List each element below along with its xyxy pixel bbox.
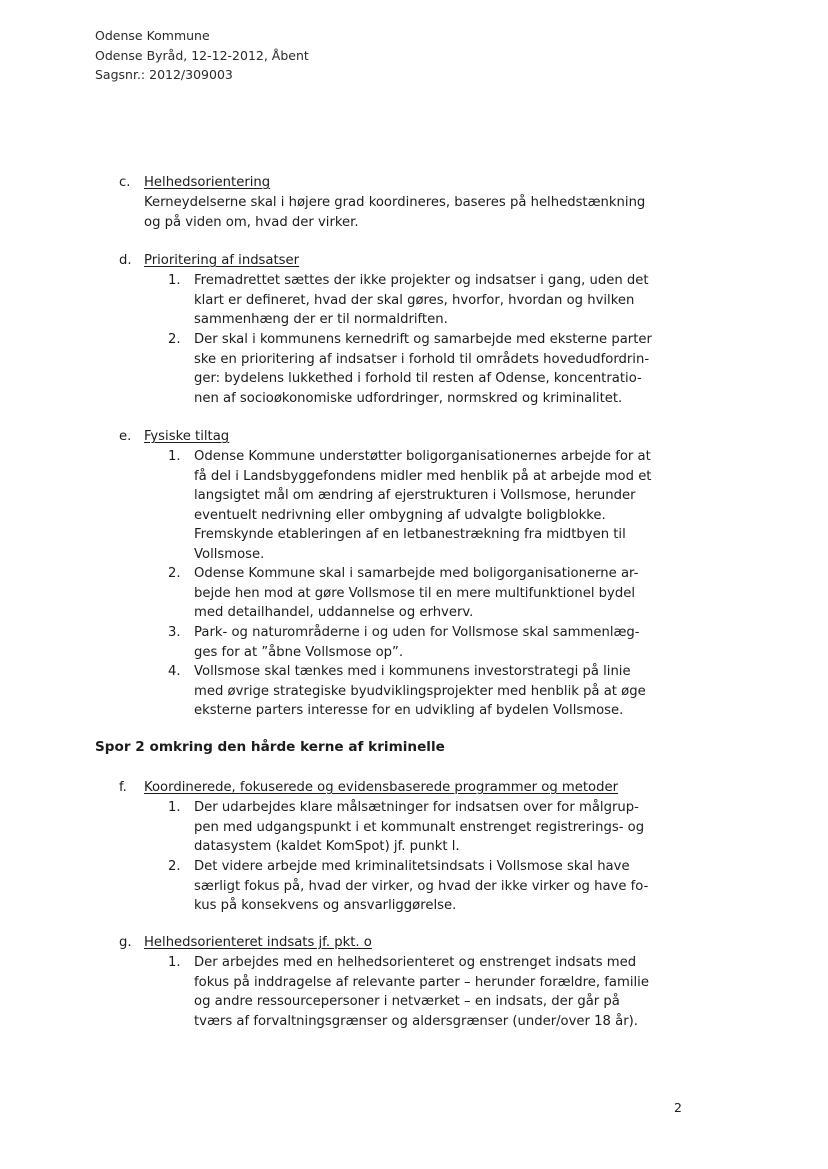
text-line: særligt fokus på, hvad der virker, og hvad der ikke virker og have fo- (194, 878, 649, 894)
item-number: 1. (168, 273, 181, 288)
text-line: Odense Kommune understøtter boligorganisationernes arbejde for at (194, 449, 651, 464)
text-line: få del i Landsbyggefondens midler med henblik på at arbejde mod et (194, 468, 652, 484)
page-number: 2 (674, 1100, 682, 1115)
text-line: Fremskynde etableringen af en letbanestrækning fra midtbyen til (194, 527, 626, 543)
header-meeting: Odense Byråd, 12-12-2012, Åbent (95, 47, 309, 63)
section-title: Helhedsorientering (144, 175, 271, 190)
section-letter: c. (119, 175, 131, 190)
item-text (194, 447, 684, 565)
text-line: og andre ressourcepersoner i netværket – en indsats, der går på (194, 994, 620, 1010)
section-title: Fysiske tiltag (144, 429, 230, 444)
item-text (194, 271, 684, 330)
item-text (194, 857, 684, 916)
item-number: 2. (168, 332, 181, 347)
text-line: Der skal i kommunens kernedrift og samarbejde med eksterne parter (194, 332, 652, 347)
header-case-number: Sagsnr.: 2012/309003 (95, 67, 233, 82)
item-number: 2. (168, 859, 181, 874)
item-number: 1. (168, 955, 181, 970)
text-line: Der arbejdes med en helhedsorienteret og enstrenget indsats med (194, 955, 637, 970)
text-line: ges for at ”åbne Vollsmose op”. (194, 644, 404, 660)
text-line: eksterne parters interesse for en udvikling af bydelen Vollsmose. (194, 703, 624, 719)
section-title: Koordinerede, fokuserede og evidensbaserede programmer og metoder (144, 780, 619, 795)
item-number: 3. (168, 625, 181, 640)
document-header (95, 26, 309, 85)
track-heading: Spor 2 omkring den hårde kerne af kriminelle (95, 739, 445, 755)
text-line: sammenhæng der er til normaldriften. (194, 312, 448, 328)
item-number: 2. (168, 566, 181, 581)
text-line: fokus på inddragelse af relevante parter – herunder forældre, familie (194, 974, 649, 990)
text-line: nen af socioøkonomiske udfordringer, normskred og kriminalitet. (194, 390, 623, 406)
text-line: Der udarbejdes klare målsætninger for indsatsen over for målgrup- (194, 800, 639, 815)
item-text (194, 662, 684, 721)
text-line: med detailhandel, uddannelse og erhverv. (194, 605, 474, 621)
text-line: Vollsmose skal tænkes med i kommunens investorstrategi på linie (194, 664, 631, 679)
text-line: Kerneydelserne skal i højere grad koordineres, baseres på helhedstænkning (144, 195, 646, 210)
item-text (194, 330, 684, 408)
section-letter: g. (119, 935, 132, 950)
text-line: Fremadrettet sættes der ikke projekter og indsatser i gang, uden det (194, 273, 649, 288)
text-line: Odense Kommune skal i samarbejde med boligorganisationerne ar- (194, 566, 639, 581)
text-line: Det videre arbejde med kriminalitetsindsats i Vollsmose skal have (194, 859, 630, 874)
text-line: Vollsmose. (194, 546, 265, 562)
text-line: eventuelt nedrivning eller ombygning af udvalgte boligblokke. (194, 507, 606, 523)
text-line: bejde hen mod at gøre Vollsmose til en mere multifunktionel bydel (194, 585, 636, 601)
item-text (194, 623, 684, 662)
section-letter: f. (119, 780, 127, 795)
section-title: Helhedsorienteret indsats jf. pkt. o (144, 935, 372, 950)
item-number: 4. (168, 664, 181, 679)
section-title: Prioritering af indsatser (144, 253, 300, 268)
header-municipality: Odense Kommune (95, 28, 210, 43)
text-line: pen med udgangspunkt i et kommunalt enstrenget registrerings- og (194, 819, 645, 835)
section-letter: e. (119, 429, 132, 444)
item-number: 1. (168, 449, 181, 464)
text-line: ger: bydelens lukkethed i forhold til resten af Odense, koncentratio- (194, 371, 642, 387)
item-text (194, 798, 684, 857)
text-line: kus på konsekvens og ansvarliggørelse. (194, 898, 457, 914)
section-body (144, 193, 684, 232)
text-line: med øvrige strategiske byudviklingsprojekter med henblik på at øge (194, 683, 646, 699)
item-text (194, 953, 684, 1031)
section-letter: d. (119, 253, 132, 268)
item-number: 1. (168, 800, 181, 815)
text-line: langsigtet mål om ændring af ejerstrukturen i Vollsmose, herunder (194, 488, 636, 504)
text-line: og på viden om, hvad der virker. (144, 214, 359, 230)
item-text (194, 564, 684, 623)
text-line: tværs af forvaltningsgrænser og aldersgrænser (under/over 18 år). (194, 1013, 638, 1029)
text-line: klart er defineret, hvad der skal gøres, hvorfor, hvordan og hvilken (194, 292, 635, 308)
text-line: ske en prioritering af indsatser i forhold til områdets hovedudfordrin- (194, 351, 650, 367)
text-line: Park- og naturområderne i og uden for Vollsmose skal sammenlæg- (194, 625, 640, 640)
text-line: datasystem (kaldet KomSpot) jf. punkt l. (194, 839, 460, 855)
